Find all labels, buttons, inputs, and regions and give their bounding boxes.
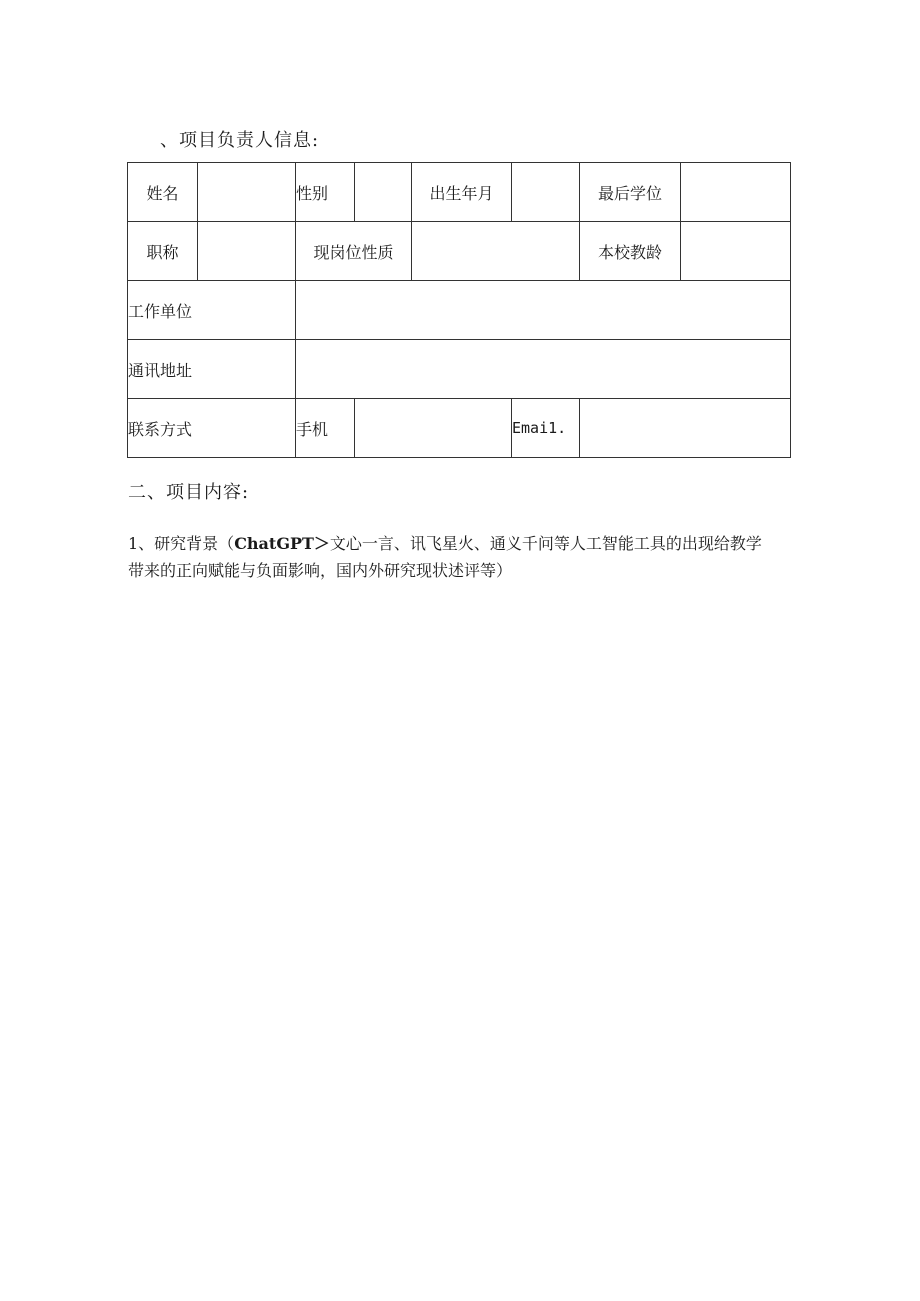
degree-field[interactable] (681, 163, 791, 222)
work-unit-field[interactable] (296, 281, 791, 340)
email-label: Emai1. (512, 399, 580, 458)
table-row-contact (128, 399, 791, 458)
teaching-years-label: 本校教龄 (580, 222, 681, 281)
birth-date-label: 出生年月 (412, 163, 512, 222)
address-label: 通讯地址 (128, 340, 296, 399)
table-row-work-unit (128, 281, 791, 340)
address-field[interactable] (296, 340, 791, 399)
table-row-address (128, 340, 791, 399)
gender-label: 性别 (296, 163, 355, 222)
degree-label: 最后学位 (580, 163, 681, 222)
paragraph-line-2: 带来的正向赋能与负面影响，国内外研究现状述评等） (128, 561, 513, 580)
contact-label: 联系方式 (128, 399, 296, 458)
table-row-basic (128, 163, 791, 222)
position-type-field[interactable] (412, 222, 580, 281)
work-unit-label: 工作单位 (128, 281, 296, 340)
birth-date-field[interactable] (512, 163, 580, 222)
section-1-heading: 、项目负责人信息: (160, 130, 320, 151)
position-type-label: 现岗位性质 (296, 222, 412, 281)
phone-field[interactable] (355, 399, 512, 458)
phone-label: 手机 (296, 399, 355, 458)
table-row-title (128, 222, 791, 281)
chatgpt-text: ChatGPT＞ (234, 534, 330, 553)
name-field[interactable] (198, 163, 296, 222)
paragraph-line-1: 文心一言、讯飞星火、通义千问等人工智能工具的出现给教学 (329, 534, 762, 553)
name-label: 姓名 (128, 163, 198, 222)
section-2-heading: 二、项目内容: (128, 482, 250, 503)
email-field[interactable] (580, 399, 791, 458)
teaching-years-field[interactable] (681, 222, 791, 281)
gender-field[interactable] (355, 163, 412, 222)
job-title-label: 职称 (128, 222, 198, 281)
paragraph-prefix: 1、研究背景（ (128, 534, 235, 553)
research-background-paragraph (128, 530, 798, 584)
leader-info-table (127, 162, 791, 458)
job-title-field[interactable] (198, 222, 296, 281)
